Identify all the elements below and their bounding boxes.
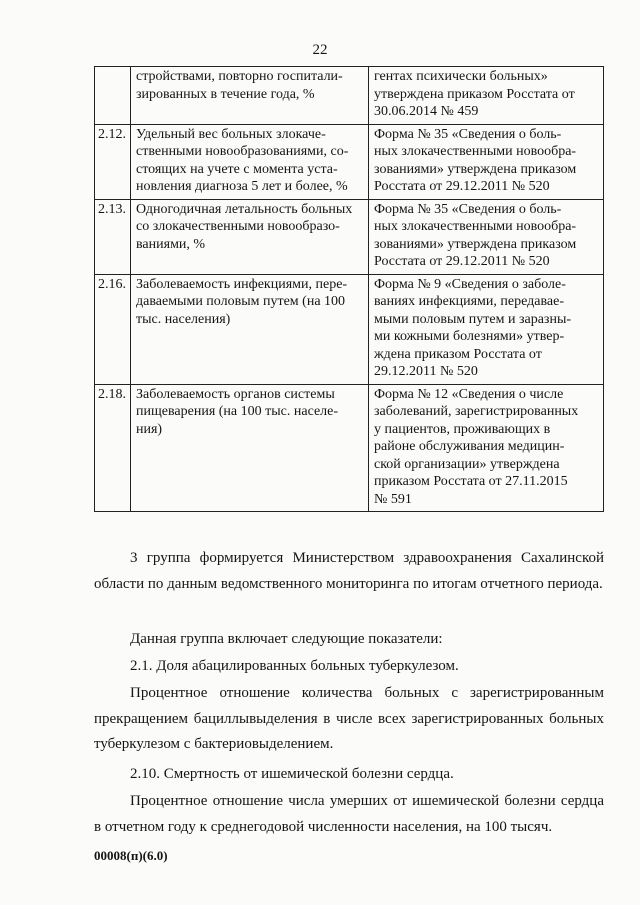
row-number [95,67,131,125]
indicator-name [131,124,369,199]
row-number: 2.18. [95,384,131,512]
indicator-source [369,124,604,199]
indicator-name-line: со злокачественными новообразо- [136,219,340,234]
indicator-name [131,67,369,125]
row-number: 2.16. [95,274,131,384]
indicator-source-line: зованиями» утверждена приказом [374,236,577,252]
indicator-source [369,67,604,125]
indicator-name-line: ния) [136,421,163,437]
row-number: 2.13. [95,199,131,274]
indicator-name [131,274,369,384]
table-row [95,199,604,274]
item-2-10-heading [94,762,604,788]
table-row [95,384,604,512]
indicator-source [369,384,604,512]
indicator-source-line: ваниях инфекциями, передавае- [374,294,564,309]
table-row [95,124,604,199]
indicator-source-line: районе обслуживания медицин- [374,439,565,454]
indicator-name-line: ственными новообразованиями, со- [136,144,349,159]
row-number: 2.12. [95,124,131,199]
indicator-name-line: новления диагноза 5 лет и более, % [136,179,348,194]
indicator-source-line: ской организации» утверждена [374,456,560,472]
indicator-source-line: заболеваний, зарегистрированных [374,404,579,419]
indicator-source-line: № 591 [374,491,412,507]
item-2-1-heading [94,654,604,680]
item-2-1-description [94,681,604,758]
indicator-source-line: Форма № 12 «Сведения о числе [374,386,564,402]
indicator-name-line: Одногодичная летальность больных [136,201,353,217]
indicator-source-line: Росстата от 29.12.2011 № 520 [374,179,550,194]
paragraph-item-2-10-desc: Процентное отношение числа умерших от ишемической болезни сердца в отчетном году к среднегодовой численности населения, на 100 тысяч. [94,793,604,835]
page-number: 22 [312,42,328,58]
indicator-source [369,274,604,384]
indicator-source-line: Форма № 35 «Сведения о боль- [374,126,562,142]
indicator-name-line: тыс. населения) [136,311,231,327]
indicator-source-line: приказом Росстата от 27.11.2015 [374,474,568,489]
indicator-name [131,384,369,512]
indicator-source-line: ных злокачественными новообра- [374,144,577,159]
indicators-table [94,66,604,512]
item-2-10-description [94,789,604,840]
indicator-source-line: у пациентов, проживающих в [374,421,551,437]
indicator-name-line: стройствами, повторно госпитали- [136,69,343,84]
indicator-source-line: утверждена приказом Росстата от [374,86,575,102]
indicator-source-line: 30.06.2014 № 459 [374,104,479,119]
paragraph-item-2-10: 2.10. Смертность от ишемической болезни сердца. [130,766,454,782]
indicator-source-line: гентах психически больных» [374,69,548,84]
indicator-name [131,199,369,274]
indicator-name-line: Заболеваемость органов системы [136,386,335,402]
indicator-name-line: ваниями, % [136,236,206,252]
indicator-source-line: Форма № 35 «Сведения о боль- [374,201,562,217]
table-row [95,67,604,125]
document-code: 00008(п)(6.0) [94,848,168,863]
indicator-name-line: Удельный вес больных злокаче- [136,126,326,142]
indicator-name-line: даваемыми половым путем (на 100 [136,294,346,309]
indicator-source [369,199,604,274]
indicator-source-line: ждена приказом Росстата от [374,346,542,362]
includes-line [94,627,604,653]
indicator-name-line: Заболеваемость инфекциями, пере- [136,276,348,292]
indicator-source-line: Форма № 9 «Сведения о заболе- [374,276,566,292]
paragraph-group-intro: 3 группа формируется Министерством здравоохранения Сахалинской области по данным ведомственного мониторинга по итогам отчетного периода. [94,550,604,592]
indicator-source-line: 29.12.2011 № 520 [374,364,478,379]
paragraph-item-2-1: 2.1. Доля абацилированных больных туберкулезом. [130,658,459,674]
indicator-name-line: стоящих на учете с момента уста- [136,161,338,177]
indicator-source-line: мыми половым путем и заразны- [374,311,572,327]
indicator-source-line: ми кожными болезнями» утвер- [374,329,565,344]
table-row [95,274,604,384]
indicator-source-line: ных злокачественными новообра- [374,219,577,234]
indicator-source-line: зованиями» утверждена приказом [374,161,577,177]
group-3-intro [94,546,604,597]
indicator-name-line: зированных в течение года, % [136,86,315,102]
indicator-name-line: пищеварения (на 100 тыс. населе- [136,404,339,419]
paragraph-item-2-1-desc: Процентное отношение количества больных с зарегистрированным прекращением бациллывыделения в числе всех зарегистрированных больных туберкулезом с бактериовыделением. [94,685,604,752]
paragraph-includes: Данная группа включает следующие показатели: [130,631,443,647]
indicator-source-line: Росстата от 29.12.2011 № 520 [374,254,550,269]
